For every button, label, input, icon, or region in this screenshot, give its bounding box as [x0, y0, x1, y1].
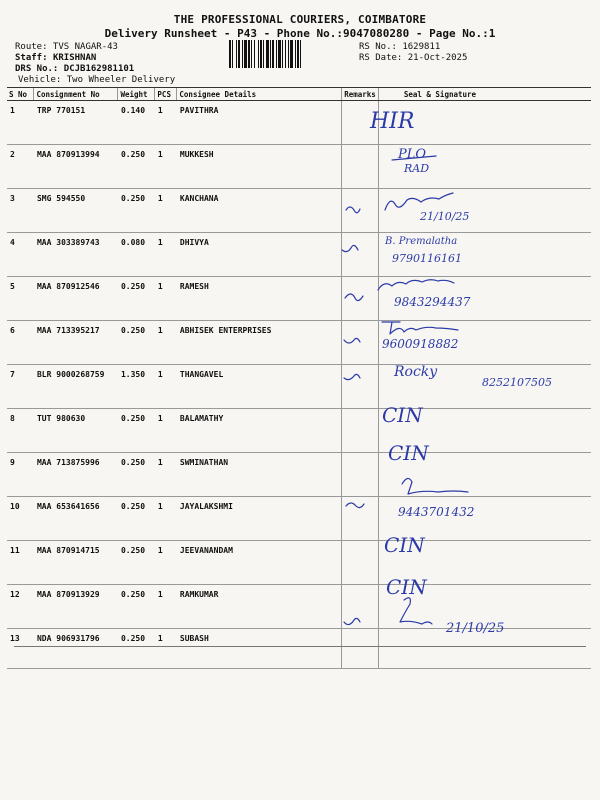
table-row [7, 101, 591, 145]
table-row [7, 453, 591, 497]
cell-pcs: 1 [155, 629, 177, 669]
cell-remarks [342, 453, 379, 497]
cell-signature [378, 233, 591, 277]
cell-consignee: JEEVANANDAM [177, 541, 342, 585]
col-signature: Seal & Signature [378, 88, 591, 101]
cell-consignment: MAA 303389743 [34, 233, 118, 277]
signature-row-3: 21/10/25 [420, 210, 470, 223]
cell-sno: 3 [7, 189, 34, 233]
cell-consignee: ABHISEK ENTERPRISES [177, 321, 342, 365]
cell-signature [378, 453, 591, 497]
col-sno: S No [7, 88, 34, 101]
cell-weight: 0.250 [118, 541, 155, 585]
cell-consignee: KANCHANA [177, 189, 342, 233]
cell-consignment: MAA 713395217 [34, 321, 118, 365]
cell-consignment: TUT 980630 [34, 409, 118, 453]
cell-signature [378, 541, 591, 585]
staff-line [15, 53, 96, 63]
cell-remarks [342, 145, 379, 189]
cell-sno: 4 [7, 233, 34, 277]
cell-consignment: BLR 9000268759 [34, 365, 118, 409]
cell-remarks [342, 585, 379, 629]
cell-consignee: MUKKESH [177, 145, 342, 189]
cell-remarks [342, 101, 379, 145]
drs-line [15, 64, 134, 74]
cell-weight: 0.250 [118, 453, 155, 497]
signature-row-10: 9443701432 [398, 505, 475, 519]
table-row [7, 497, 591, 541]
staff-name: KRISHNAN [52, 53, 97, 63]
barcode [229, 40, 355, 68]
cell-sno: 11 [7, 541, 34, 585]
cell-weight: 0.250 [118, 277, 155, 321]
col-consignee: Consignee Details [177, 88, 342, 101]
cell-weight: 0.250 [118, 629, 155, 669]
cell-remarks [342, 541, 379, 585]
cell-signature [378, 585, 591, 629]
table-row [7, 277, 591, 321]
cell-weight: 0.250 [118, 497, 155, 541]
cell-weight: 0.250 [118, 145, 155, 189]
table-row [7, 189, 591, 233]
cell-remarks [342, 497, 379, 541]
cell-remarks [342, 189, 379, 233]
cell-sno: 9 [7, 453, 34, 497]
cell-signature [378, 497, 591, 541]
signature-row-11: CIN [384, 533, 425, 557]
cell-pcs: 1 [155, 585, 177, 629]
cell-sno: 1 [7, 101, 34, 145]
drs-number: DCJB162981101 [63, 64, 135, 74]
cell-signature [378, 321, 591, 365]
cell-remarks [342, 321, 379, 365]
cell-sno: 7 [7, 365, 34, 409]
cell-consignment: SMG 594550 [34, 189, 118, 233]
route-label: Route: TVS NAGAR-43 [15, 42, 118, 52]
cell-consignment: MAA 870914715 [34, 541, 118, 585]
cell-weight: 0.080 [118, 233, 155, 277]
rs-number: RS No.: 1629811 [359, 42, 441, 52]
cell-consignee: BALAMATHY [177, 409, 342, 453]
cell-pcs: 1 [155, 101, 177, 145]
col-weight: Weight [118, 88, 155, 101]
cell-consignment: TRP 770151 [34, 101, 118, 145]
cell-consignment: MAA 653641656 [34, 497, 118, 541]
signature-row-9: CIN [388, 441, 429, 465]
cell-pcs: 1 [155, 365, 177, 409]
cell-weight: 0.250 [118, 321, 155, 365]
cell-signature [378, 189, 591, 233]
rs-date: RS Date: 21-Oct-2025 [359, 53, 468, 63]
signature-row-6: 9600918882 [382, 337, 459, 351]
cell-consignee: RAMESH [177, 277, 342, 321]
cell-weight: 0.250 [118, 189, 155, 233]
table-row [7, 541, 591, 585]
cell-remarks [342, 277, 379, 321]
cell-signature [378, 409, 591, 453]
vehicle-label: Vehicle: Two Wheeler Delivery [18, 75, 176, 85]
cell-weight: 1.350 [118, 365, 155, 409]
table-row [7, 321, 591, 365]
signature-row-2b: RAD [404, 162, 430, 175]
cell-sno: 2 [7, 145, 34, 189]
table-row [7, 585, 591, 629]
col-remarks: Remarks [342, 88, 379, 101]
runsheet-subtitle: Delivery Runsheet - P43 - Phone No.:9047080280 - Page No.:1 [104, 27, 496, 40]
table-header-row [7, 88, 591, 101]
cell-weight: 0.250 [118, 409, 155, 453]
barcode-bar [301, 40, 304, 68]
signature-row-4a: B. Premalatha [385, 236, 458, 247]
signature-row-5: 9843294437 [394, 295, 471, 309]
runsheet-table [7, 87, 591, 669]
cell-consignment: MAA 870912546 [34, 277, 118, 321]
cell-pcs: 1 [155, 453, 177, 497]
signature-row-2a: PLO [398, 147, 427, 162]
cell-remarks [342, 365, 379, 409]
cell-pcs: 1 [155, 277, 177, 321]
cell-sno: 13 [7, 629, 34, 669]
cell-sno: 6 [7, 321, 34, 365]
cell-consignee: RAMKUMAR [177, 585, 342, 629]
table-row [7, 409, 591, 453]
cell-consignee: JAYALAKSHMI [177, 497, 342, 541]
staff-label: Staff: [15, 53, 48, 63]
cell-sno: 12 [7, 585, 34, 629]
cell-signature [378, 277, 591, 321]
cell-signature [378, 145, 591, 189]
cell-remarks [342, 409, 379, 453]
cell-sno: 5 [7, 277, 34, 321]
drs-label: DRS No.: [15, 64, 59, 74]
signature-row-8: CIN [382, 403, 423, 427]
table-row [7, 629, 591, 669]
page-bottom-rule [14, 646, 586, 647]
cell-consignment: MAA 870913929 [34, 585, 118, 629]
table-row [7, 233, 591, 277]
cell-pcs: 1 [155, 189, 177, 233]
signature-row-1: HIR [370, 109, 415, 134]
cell-consignee: THANGAVEL [177, 365, 342, 409]
cell-consignee: PAVITHRA [177, 101, 342, 145]
cell-remarks [342, 629, 379, 669]
cell-consignment: MAA 713875996 [34, 453, 118, 497]
cell-signature [378, 629, 591, 669]
cell-pcs: 1 [155, 321, 177, 365]
cell-consignment: NDA 906931796 [34, 629, 118, 669]
cell-weight: 0.140 [118, 101, 155, 145]
cell-sno: 10 [7, 497, 34, 541]
table-row [7, 145, 591, 189]
cell-pcs: 1 [155, 497, 177, 541]
table-row [7, 365, 591, 409]
col-pcs: PCS [155, 88, 177, 101]
company-title: THE PROFESSIONAL COURIERS, COIMBATORE [173, 13, 427, 26]
cell-consignee: DHIVYA [177, 233, 342, 277]
cell-pcs: 1 [155, 233, 177, 277]
cell-remarks [342, 233, 379, 277]
cell-consignment: MAA 870913994 [34, 145, 118, 189]
cell-pcs: 1 [155, 145, 177, 189]
signature-row-13: 21/10/25 [446, 621, 505, 636]
cell-signature [378, 101, 591, 145]
cell-consignee: SWMINATHAN [177, 453, 342, 497]
cell-pcs: 1 [155, 409, 177, 453]
signature-row-7a: Rocky [394, 364, 438, 380]
cell-signature [378, 365, 591, 409]
col-consignment: Consignment No [34, 88, 118, 101]
cell-sno: 8 [7, 409, 34, 453]
cell-weight: 0.250 [118, 585, 155, 629]
cell-consignee: SUBASH [177, 629, 342, 669]
signature-row-12: CIN [386, 575, 427, 599]
signature-row-4b: 9790116161 [392, 252, 462, 265]
cell-pcs: 1 [155, 541, 177, 585]
signature-row-7b: 8252107505 [482, 376, 552, 389]
